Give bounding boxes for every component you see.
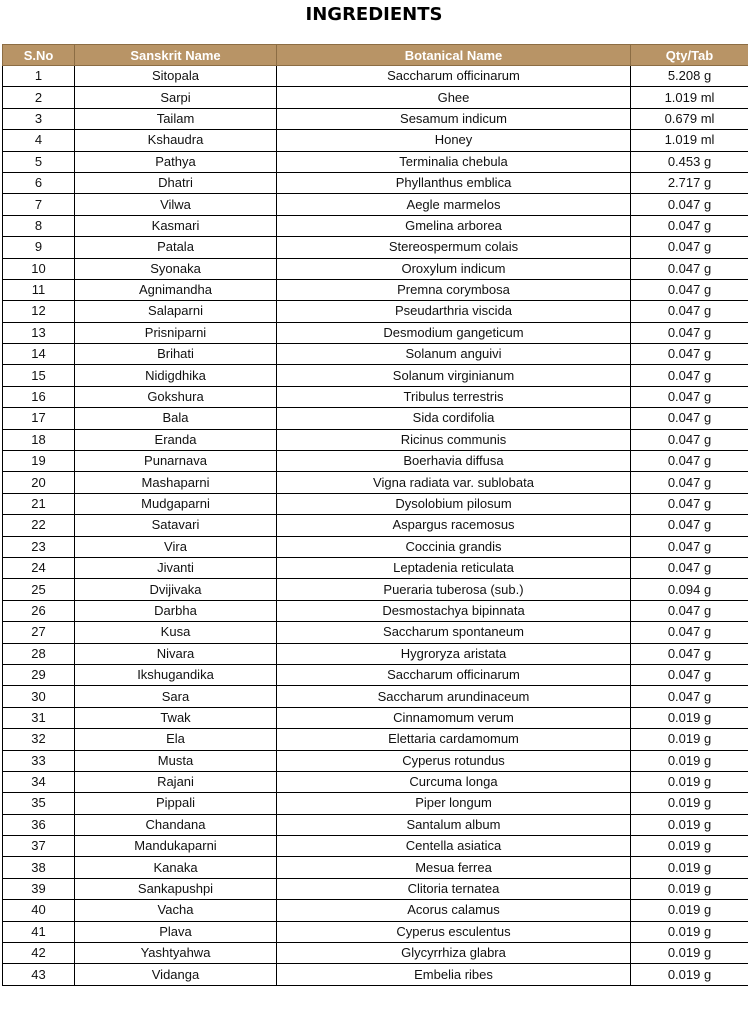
cell-botanical-name: Cyperus esculentus [277, 921, 631, 942]
table-row [3, 172, 748, 193]
cell-sno: 42 [3, 943, 75, 964]
table-row [3, 258, 748, 279]
cell-sanskrit-name: Mudgaparni [75, 493, 277, 514]
table-row [3, 130, 748, 151]
cell-qty: 0.047 g [631, 493, 748, 514]
cell-sanskrit-name: Punarnava [75, 451, 277, 472]
cell-sno: 15 [3, 365, 75, 386]
cell-sanskrit-name: Nidigdhika [75, 365, 277, 386]
cell-botanical-name: Aspargus racemosus [277, 515, 631, 536]
cell-qty: 0.047 g [631, 664, 748, 685]
cell-sno: 13 [3, 322, 75, 343]
cell-sno: 33 [3, 750, 75, 771]
cell-sanskrit-name: Eranda [75, 429, 277, 450]
cell-qty: 0.047 g [631, 279, 748, 300]
cell-sno: 29 [3, 664, 75, 685]
cell-sno: 30 [3, 686, 75, 707]
table-row [3, 66, 748, 87]
table-row [3, 472, 748, 493]
table-row [3, 707, 748, 728]
cell-sanskrit-name: Vira [75, 536, 277, 557]
cell-sno: 36 [3, 814, 75, 835]
table-row [3, 151, 748, 172]
cell-sno: 16 [3, 386, 75, 407]
cell-sno: 19 [3, 451, 75, 472]
cell-botanical-name: Cyperus rotundus [277, 750, 631, 771]
cell-qty: 0.019 g [631, 857, 748, 878]
cell-sno: 27 [3, 622, 75, 643]
cell-qty: 0.019 g [631, 814, 748, 835]
cell-sno: 35 [3, 793, 75, 814]
cell-sno: 7 [3, 194, 75, 215]
cell-qty: 0.047 g [631, 386, 748, 407]
table-row [3, 344, 748, 365]
cell-qty: 0.047 g [631, 258, 748, 279]
cell-sanskrit-name: Syonaka [75, 258, 277, 279]
table-row [3, 622, 748, 643]
cell-qty: 0.453 g [631, 151, 748, 172]
cell-sno: 32 [3, 729, 75, 750]
table-row [3, 771, 748, 792]
cell-qty: 0.047 g [631, 322, 748, 343]
cell-botanical-name: Acorus calamus [277, 900, 631, 921]
cell-sanskrit-name: Nivara [75, 643, 277, 664]
cell-qty: 5.208 g [631, 66, 748, 87]
table-body [3, 66, 748, 986]
cell-botanical-name: Boerhavia diffusa [277, 451, 631, 472]
table-row [3, 686, 748, 707]
table-row [3, 215, 748, 236]
cell-botanical-name: Solanum virginianum [277, 365, 631, 386]
cell-qty: 0.679 ml [631, 108, 748, 129]
cell-qty: 0.019 g [631, 793, 748, 814]
cell-qty: 2.717 g [631, 172, 748, 193]
cell-botanical-name: Honey [277, 130, 631, 151]
cell-sno: 24 [3, 557, 75, 578]
table-row [3, 108, 748, 129]
cell-botanical-name: Stereospermum colais [277, 237, 631, 258]
cell-botanical-name: Ricinus communis [277, 429, 631, 450]
cell-botanical-name: Saccharum officinarum [277, 664, 631, 685]
cell-botanical-name: Glycyrrhiza glabra [277, 943, 631, 964]
table-row [3, 194, 748, 215]
table-row [3, 322, 748, 343]
table-row [3, 943, 748, 964]
cell-botanical-name: Mesua ferrea [277, 857, 631, 878]
cell-sno: 34 [3, 771, 75, 792]
cell-sno: 8 [3, 215, 75, 236]
cell-botanical-name: Phyllanthus emblica [277, 172, 631, 193]
cell-botanical-name: Saccharum arundinaceum [277, 686, 631, 707]
cell-sanskrit-name: Agnimandha [75, 279, 277, 300]
cell-sno: 14 [3, 344, 75, 365]
cell-sanskrit-name: Dhatri [75, 172, 277, 193]
cell-qty: 1.019 ml [631, 130, 748, 151]
cell-botanical-name: Terminalia chebula [277, 151, 631, 172]
cell-sno: 39 [3, 878, 75, 899]
cell-botanical-name: Curcuma longa [277, 771, 631, 792]
cell-qty: 0.019 g [631, 921, 748, 942]
cell-qty: 0.019 g [631, 964, 748, 985]
cell-sno: 21 [3, 493, 75, 514]
cell-sanskrit-name: Rajani [75, 771, 277, 792]
cell-qty: 0.047 g [631, 344, 748, 365]
table-row [3, 557, 748, 578]
table-row [3, 750, 748, 771]
table-row [3, 921, 748, 942]
cell-sanskrit-name: Vacha [75, 900, 277, 921]
cell-botanical-name: Santalum album [277, 814, 631, 835]
cell-qty: 0.019 g [631, 900, 748, 921]
cell-sno: 2 [3, 87, 75, 108]
cell-qty: 0.047 g [631, 451, 748, 472]
header-qty-tab: Qty/Tab [631, 45, 748, 66]
page-title: INGREDIENTS [305, 4, 443, 25]
table-row [3, 664, 748, 685]
cell-sanskrit-name: Prisniparni [75, 322, 277, 343]
cell-sno: 3 [3, 108, 75, 129]
header-sanskrit-name: Sanskrit Name [75, 45, 277, 66]
cell-botanical-name: Saccharum spontaneum [277, 622, 631, 643]
cell-sno: 41 [3, 921, 75, 942]
table-row [3, 964, 748, 985]
cell-qty: 0.019 g [631, 943, 748, 964]
cell-qty: 0.047 g [631, 472, 748, 493]
cell-botanical-name: Hygroryza aristata [277, 643, 631, 664]
cell-sanskrit-name: Pippali [75, 793, 277, 814]
cell-botanical-name: Sida cordifolia [277, 408, 631, 429]
table-row [3, 408, 748, 429]
cell-qty: 0.094 g [631, 579, 748, 600]
cell-botanical-name: Piper longum [277, 793, 631, 814]
table-row [3, 493, 748, 514]
cell-sanskrit-name: Patala [75, 237, 277, 258]
cell-qty: 0.019 g [631, 707, 748, 728]
cell-qty: 0.047 g [631, 408, 748, 429]
cell-qty: 0.047 g [631, 515, 748, 536]
cell-qty: 0.019 g [631, 750, 748, 771]
cell-qty: 0.047 g [631, 536, 748, 557]
cell-sanskrit-name: Dvijivaka [75, 579, 277, 600]
cell-sanskrit-name: Gokshura [75, 386, 277, 407]
table-row [3, 600, 748, 621]
cell-sanskrit-name: Ela [75, 729, 277, 750]
cell-sno: 25 [3, 579, 75, 600]
cell-sanskrit-name: Vidanga [75, 964, 277, 985]
cell-sno: 12 [3, 301, 75, 322]
table-row [3, 301, 748, 322]
cell-sno: 28 [3, 643, 75, 664]
cell-sno: 18 [3, 429, 75, 450]
table-row [3, 793, 748, 814]
table-row [3, 836, 748, 857]
cell-sno: 5 [3, 151, 75, 172]
cell-sno: 22 [3, 515, 75, 536]
cell-sanskrit-name: Sarpi [75, 87, 277, 108]
cell-qty: 0.047 g [631, 215, 748, 236]
cell-qty: 0.047 g [631, 237, 748, 258]
table-row [3, 279, 748, 300]
cell-qty: 0.047 g [631, 686, 748, 707]
cell-qty: 0.047 g [631, 429, 748, 450]
cell-sanskrit-name: Jivanti [75, 557, 277, 578]
cell-sno: 40 [3, 900, 75, 921]
cell-botanical-name: Pueraria tuberosa (sub.) [277, 579, 631, 600]
cell-sno: 9 [3, 237, 75, 258]
table-row [3, 729, 748, 750]
cell-sanskrit-name: Yashtyahwa [75, 943, 277, 964]
cell-sanskrit-name: Twak [75, 707, 277, 728]
table-row [3, 857, 748, 878]
cell-qty: 0.047 g [631, 600, 748, 621]
table-header-row [3, 45, 748, 66]
cell-botanical-name: Sesamum indicum [277, 108, 631, 129]
cell-sanskrit-name: Kusa [75, 622, 277, 643]
cell-sanskrit-name: Ikshugandika [75, 664, 277, 685]
cell-botanical-name: Solanum anguivi [277, 344, 631, 365]
cell-botanical-name: Centella asiatica [277, 836, 631, 857]
table-row [3, 429, 748, 450]
cell-botanical-name: Desmostachya bipinnata [277, 600, 631, 621]
cell-sno: 43 [3, 964, 75, 985]
cell-sno: 4 [3, 130, 75, 151]
cell-qty: 1.019 ml [631, 87, 748, 108]
cell-sanskrit-name: Sankapushpi [75, 878, 277, 899]
table-row [3, 643, 748, 664]
cell-sno: 17 [3, 408, 75, 429]
cell-botanical-name: Tribulus terrestris [277, 386, 631, 407]
cell-sanskrit-name: Darbha [75, 600, 277, 621]
cell-sanskrit-name: Kasmari [75, 215, 277, 236]
cell-qty: 0.047 g [631, 557, 748, 578]
cell-sanskrit-name: Musta [75, 750, 277, 771]
table-row [3, 87, 748, 108]
cell-botanical-name: Cinnamomum verum [277, 707, 631, 728]
cell-sanskrit-name: Plava [75, 921, 277, 942]
cell-botanical-name: Aegle marmelos [277, 194, 631, 215]
header-botanical-name: Botanical Name [277, 45, 631, 66]
cell-sanskrit-name: Mandukaparni [75, 836, 277, 857]
cell-botanical-name: Coccinia grandis [277, 536, 631, 557]
cell-sno: 11 [3, 279, 75, 300]
cell-botanical-name: Embelia ribes [277, 964, 631, 985]
cell-sno: 26 [3, 600, 75, 621]
cell-botanical-name: Pseudarthria viscida [277, 301, 631, 322]
cell-sanskrit-name: Vilwa [75, 194, 277, 215]
table-row [3, 515, 748, 536]
cell-botanical-name: Oroxylum indicum [277, 258, 631, 279]
cell-botanical-name: Ghee [277, 87, 631, 108]
cell-sanskrit-name: Tailam [75, 108, 277, 129]
cell-qty: 0.019 g [631, 878, 748, 899]
cell-sanskrit-name: Brihati [75, 344, 277, 365]
cell-qty: 0.019 g [631, 729, 748, 750]
cell-botanical-name: Saccharum officinarum [277, 66, 631, 87]
cell-qty: 0.047 g [631, 194, 748, 215]
cell-botanical-name: Premna corymbosa [277, 279, 631, 300]
cell-sno: 1 [3, 66, 75, 87]
cell-sanskrit-name: Satavari [75, 515, 277, 536]
table-row [3, 900, 748, 921]
cell-qty: 0.019 g [631, 771, 748, 792]
cell-sno: 23 [3, 536, 75, 557]
cell-qty: 0.047 g [631, 365, 748, 386]
cell-botanical-name: Gmelina arborea [277, 215, 631, 236]
cell-qty: 0.047 g [631, 622, 748, 643]
table-row [3, 878, 748, 899]
table-row [3, 451, 748, 472]
table-row [3, 237, 748, 258]
cell-sno: 10 [3, 258, 75, 279]
cell-sanskrit-name: Sara [75, 686, 277, 707]
cell-sno: 38 [3, 857, 75, 878]
cell-sanskrit-name: Bala [75, 408, 277, 429]
cell-botanical-name: Dysolobium pilosum [277, 493, 631, 514]
cell-sanskrit-name: Sitopala [75, 66, 277, 87]
cell-qty: 0.019 g [631, 836, 748, 857]
cell-sanskrit-name: Pathya [75, 151, 277, 172]
table-row [3, 536, 748, 557]
table-row [3, 579, 748, 600]
cell-sanskrit-name: Kshaudra [75, 130, 277, 151]
header-sno: S.No [3, 45, 75, 66]
cell-sno: 6 [3, 172, 75, 193]
table-row [3, 814, 748, 835]
cell-sanskrit-name: Kanaka [75, 857, 277, 878]
table-row [3, 365, 748, 386]
cell-sno: 20 [3, 472, 75, 493]
cell-sanskrit-name: Chandana [75, 814, 277, 835]
cell-botanical-name: Leptadenia reticulata [277, 557, 631, 578]
table-row [3, 386, 748, 407]
cell-qty: 0.047 g [631, 301, 748, 322]
cell-botanical-name: Desmodium gangeticum [277, 322, 631, 343]
cell-sno: 37 [3, 836, 75, 857]
cell-botanical-name: Vigna radiata var. sublobata [277, 472, 631, 493]
cell-sanskrit-name: Mashaparni [75, 472, 277, 493]
cell-botanical-name: Clitoria ternatea [277, 878, 631, 899]
ingredients-table [2, 44, 748, 986]
cell-botanical-name: Elettaria cardamomum [277, 729, 631, 750]
cell-sanskrit-name: Salaparni [75, 301, 277, 322]
cell-sno: 31 [3, 707, 75, 728]
cell-qty: 0.047 g [631, 643, 748, 664]
